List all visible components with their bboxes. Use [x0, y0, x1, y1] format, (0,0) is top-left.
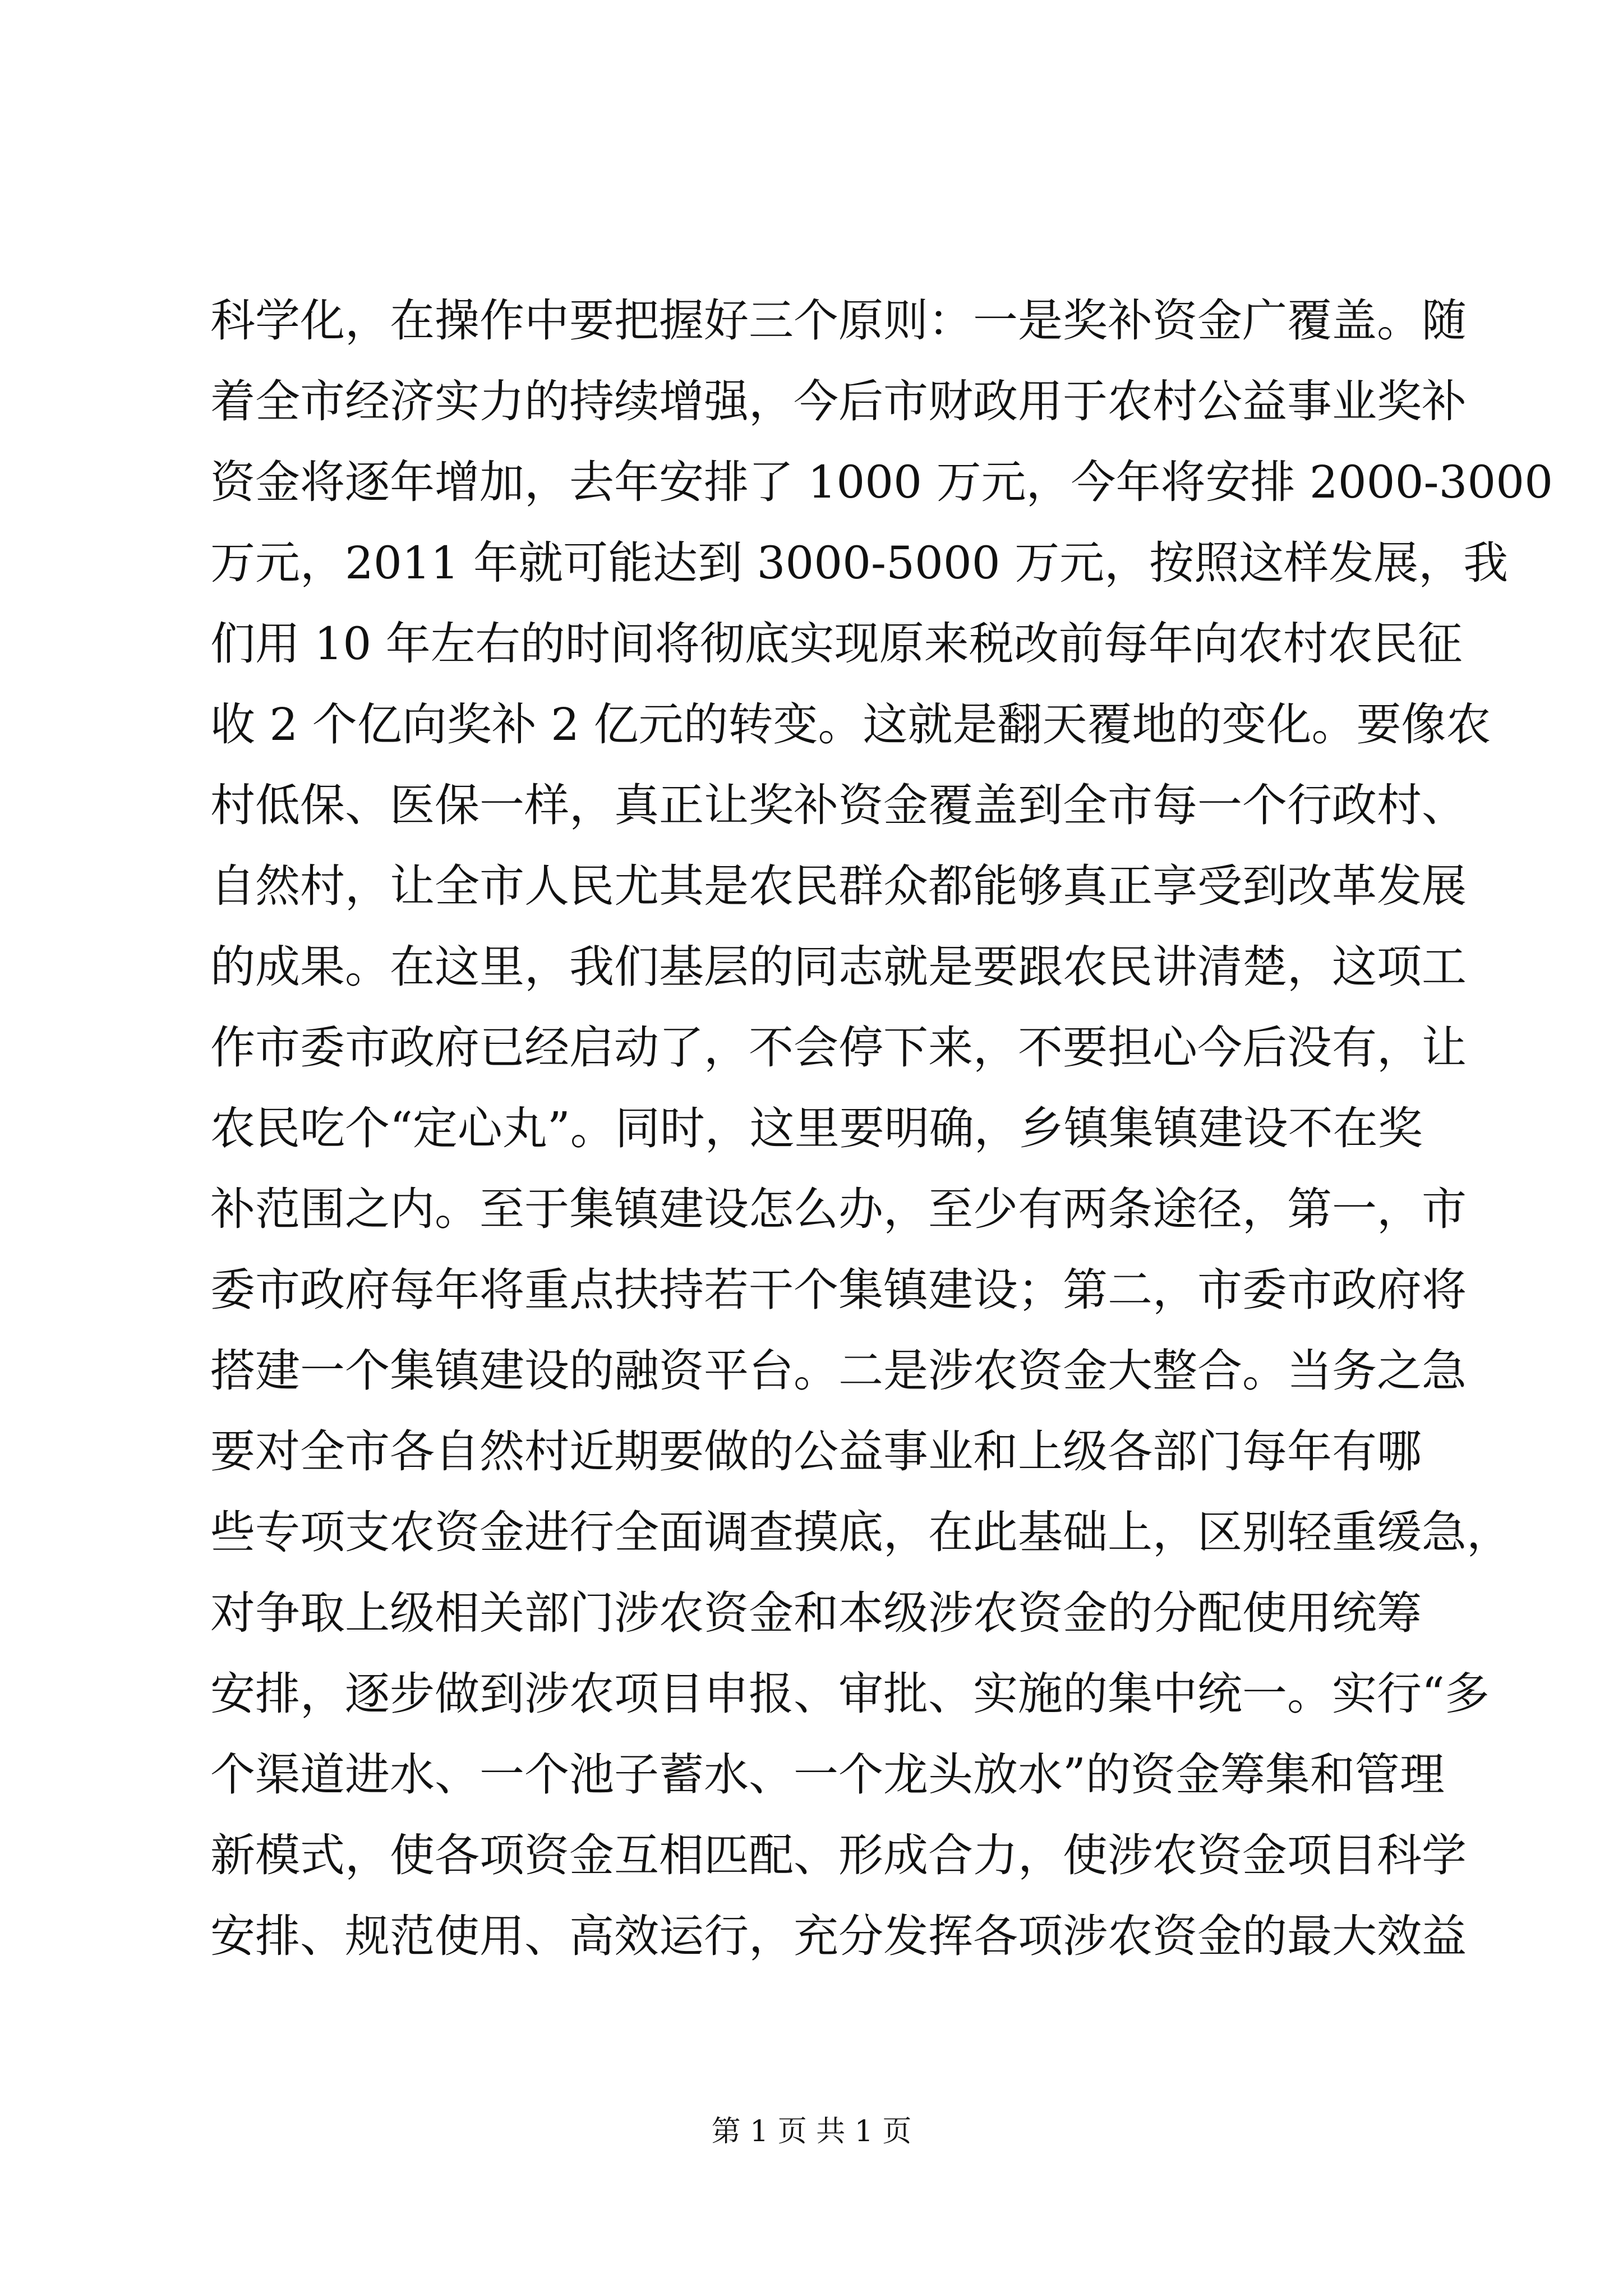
- text-line: 万元，2011 年就可能达到 3000-5000 万元，按照这样发展，我: [210, 537, 1509, 589]
- text-line: 补范围之内。至于集镇建设怎么办，至少有两条途径，第一，市: [210, 1183, 1467, 1235]
- text-line: 着全市经济实力的持续增强，今后市财政用于农村公益事业奖补: [210, 375, 1467, 427]
- body-paragraph: [210, 280, 1553, 1977]
- text-line: 搭建一个集镇建设的融资平台。二是涉农资金大整合。当务之急: [210, 1345, 1467, 1397]
- text-line: 自然村，让全市人民尤其是农民群众都能够真正享受到改革发展: [210, 860, 1467, 912]
- text-line: 委市政府每年将重点扶持若干个集镇建设；第二，市委市政府将: [210, 1264, 1467, 1316]
- text-line: 们用 10 年左右的时间将彻底实现原来税改前每年向农村农民征: [210, 618, 1463, 670]
- text-line: 收 2 个亿向奖补 2 亿元的转变。这就是翻天覆地的变化。要像农: [210, 698, 1491, 751]
- text-line: 村低保、医保一样，真正让奖补资金覆盖到全市每一个行政村、: [210, 779, 1467, 831]
- text-line: 的成果。在这里，我们基层的同志就是要跟农民讲清楚，这项工: [210, 941, 1467, 993]
- text-line: 农民吃个“定心丸”。同时，这里要明确，乡镇集镇建设不在奖: [210, 1102, 1423, 1154]
- text-line: 新模式，使各项资金互相匹配、形成合力，使涉农资金项目科学: [210, 1829, 1467, 1881]
- text-line: 科学化，在操作中要把握好三个原则：一是奖补资金广覆盖。随: [210, 295, 1467, 347]
- text-line: 个渠道进水、一个池子蓄水、一个龙头放水”的资金筹集和管理: [210, 1749, 1445, 1801]
- page-number-label: 第 1 页 共 1 页: [711, 2115, 912, 2148]
- text-line: 作市委市政府已经启动了，不会停下来，不要担心今后没有，让: [210, 1022, 1467, 1074]
- text-line: 要对全市各自然村近期要做的公益事业和上级各部门每年有哪: [210, 1425, 1422, 1478]
- text-line: 对争取上级相关部门涉农资金和本级涉农资金的分配使用统筹: [210, 1587, 1422, 1639]
- text-line: 些专项支农资金进行全面调查摸底，在此基础上，区别轻重缓急，: [210, 1506, 1511, 1558]
- page-footer: [0, 2112, 1623, 2151]
- text-line: 安排、规范使用、高效运行，充分发挥各项涉农资金的最大效益: [210, 1910, 1467, 1962]
- text-line: 资金将逐年增加，去年安排了 1000 万元，今年将安排 2000-3000: [210, 456, 1553, 508]
- text-line: 安排，逐步做到涉农项目申报、审批、实施的集中统一。实行“多: [210, 1668, 1490, 1720]
